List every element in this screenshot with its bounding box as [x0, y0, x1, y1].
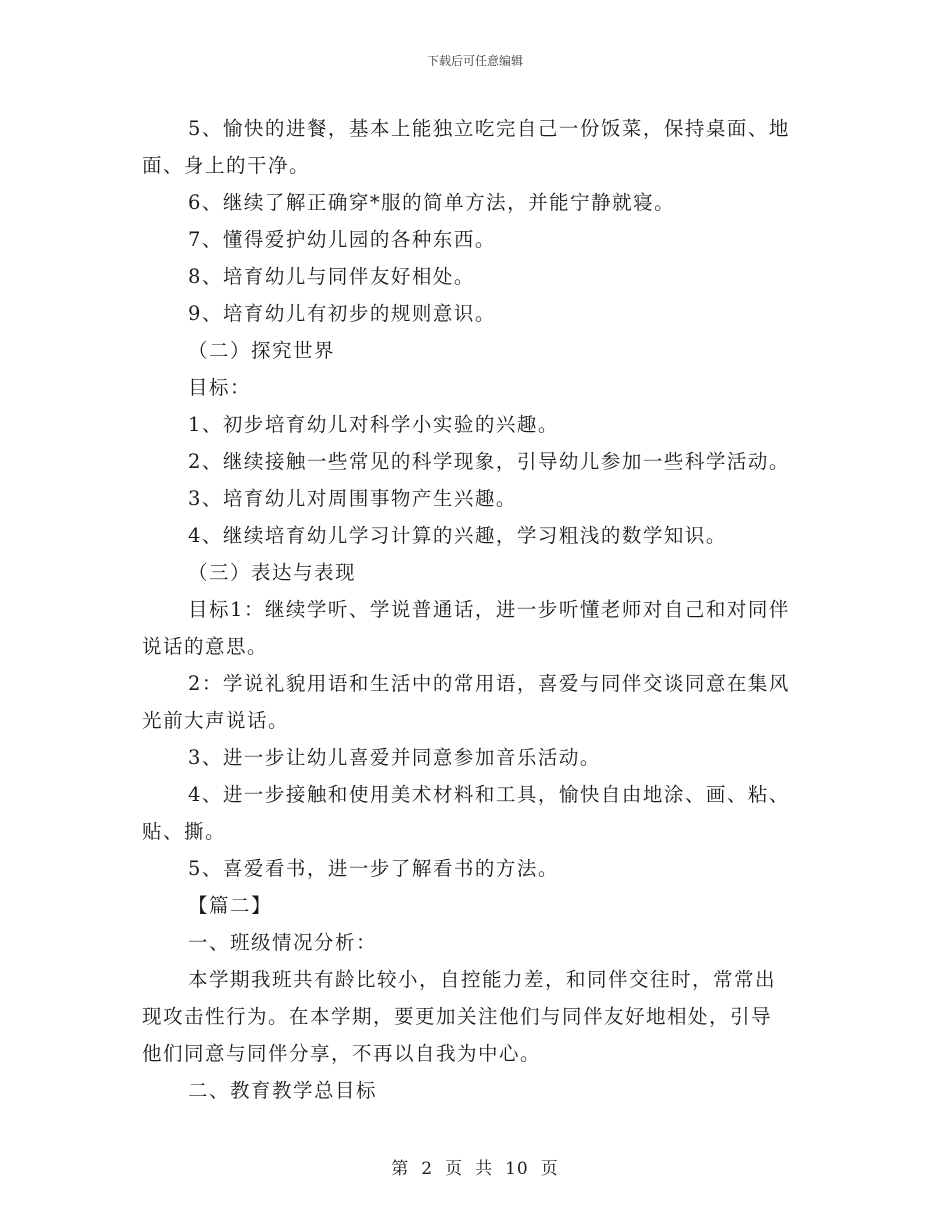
footer-total-suffix: 页	[540, 1159, 559, 1179]
text-line: 5、喜爱看书，进一步了解看书的方法。	[188, 857, 559, 880]
footer-current-page: 2	[421, 1159, 434, 1179]
text-line: 7、懂得爱护幼儿园的各种东西。	[188, 228, 496, 251]
page-footer	[0, 1154, 950, 1179]
text-line: 4、继续培育幼儿学习计算的兴趣，学习粗浅的数学知识。	[188, 524, 727, 547]
text-line: 光前大声说话。	[142, 709, 290, 732]
text-line: 6、继续了解正确穿*服的简单方法，并能宁静就寝。	[188, 191, 676, 214]
document-body	[142, 110, 812, 1109]
text-line: 说话的意思。	[142, 635, 269, 658]
footer-page-prefix: 第	[391, 1159, 410, 1179]
text-line: 9、培育幼儿有初步的规则意识。	[188, 302, 496, 325]
text-line: 5、愉快的进餐，基本上能独立吃完自己一份饭菜，保持桌面、地	[188, 117, 790, 140]
footer-total-prefix: 共	[475, 1159, 494, 1179]
footer-page-suffix: 页	[445, 1159, 464, 1179]
text-line: 3、进一步让幼儿喜爱并同意参加音乐活动。	[188, 746, 601, 769]
text-line: （二）探究世界	[188, 339, 336, 362]
text-line: 现攻击性行为。在本学期，要更加关注他们与同伴友好地相处，引导	[142, 1005, 773, 1028]
text-line: 二、教育教学总目标	[188, 1079, 378, 1102]
text-line: 4、进一步接触和使用美术材料和工具，愉快自由地涂、画、粘、	[188, 783, 790, 806]
text-line: 贴、撕。	[142, 820, 227, 843]
text-line: 目标1：继续学听、学说普通话，进一步听懂老师对自己和对同伴	[188, 598, 790, 621]
text-line: 目标：	[188, 376, 252, 399]
footer-total-pages: 10	[505, 1159, 529, 1179]
text-line: 【篇二】	[188, 894, 273, 917]
text-line: 2：学说礼貌用语和生活中的常用语，喜爱与同伴交谈同意在集风	[188, 672, 790, 695]
text-line: 2、继续接触一些常见的科学现象，引导幼儿参加一些科学活动。	[188, 450, 790, 473]
text-line: 本学期我班共有龄比较小，自控能力差，和同伴交往时，常常出	[188, 968, 777, 991]
text-line: 他们同意与同伴分享，不再以自我为中心。	[142, 1042, 542, 1065]
text-line: 面、身上的干净。	[142, 154, 311, 177]
text-line: 1、初步培育幼儿对科学小实验的兴趣。	[188, 413, 559, 436]
text-line: 3、培育幼儿对周围事物产生兴趣。	[188, 487, 517, 510]
page-header-note: 下载后可任意编辑	[426, 54, 523, 68]
text-line: 一、班级情况分析：	[188, 931, 378, 954]
text-line: 8、培育幼儿与同伴友好相处。	[188, 265, 475, 288]
text-line: （三）表达与表现	[188, 561, 357, 584]
